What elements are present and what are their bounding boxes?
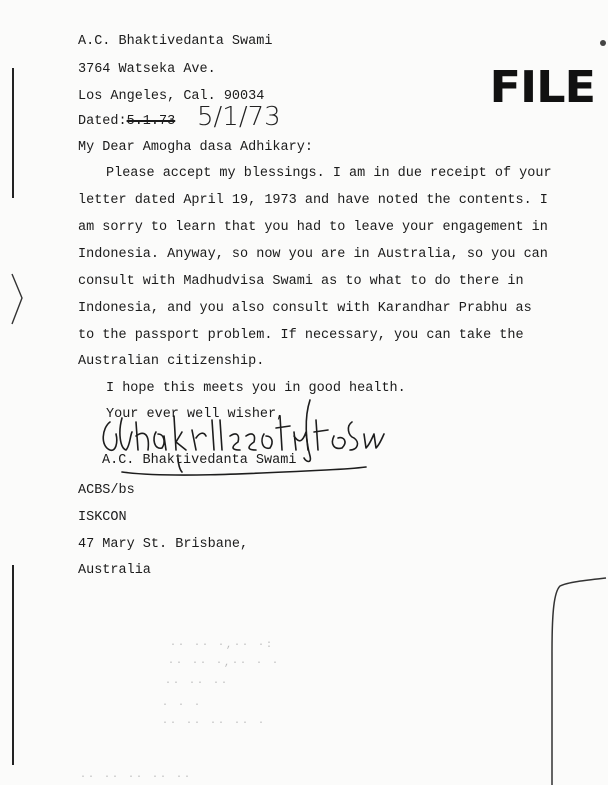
paragraph-line: Indonesia, and you also consult with Karandhar Prabhu as [78,301,532,316]
date-line [78,114,175,129]
handwritten-signature [96,392,396,482]
paragraph-line: consult with Madhudvisa Swami as to what to do there in [78,274,524,289]
paragraph-line: Indonesia. Anyway, so now you are in Australia, so you can [78,247,548,262]
date-handwritten: 5/1/73 [197,102,281,132]
paragraph-line: letter dated April 19, 1973 and have noted the contents. I [78,193,548,208]
recipient-country: Australia [78,563,151,578]
scan-edge-mark [12,565,14,765]
scan-dot [600,40,606,46]
scan-bracket-mark [8,270,28,330]
paragraph-line: to the passport problem. If necessary, you can take the [78,328,524,343]
scan-corner-mark [548,572,608,785]
valediction: Your ever well wisher, [106,407,285,422]
file-stamp: FILE [489,62,596,113]
paragraph-line: Australian citizenship. [78,354,265,369]
letter-page: FILE A.C. Bhaktivedanta Swami 3764 Watseka Ave. Los Angeles, Cal. 90034 Dated:5.1.73 5/1/73 My Dear Amogha dasa Adhikary: Please accept my blessings. I am in due receipt of your letter dated April 19, 1973 and have noted the contents. I am sorry to learn that you had to leave your engagement in Indonesia. Anyway, so now you are in Australia, so you can consult with Madhudvisa Swami as to what to do there in Indonesia, and you also consult with Karandhar Prabhu as to the passport problem. If necessary, you can take the Australian citizenship. I hope this meets you in good health. Your ever well wisher, A.C. Bhaktivedanta Swami ACBS/bs ISKCON 47 Mary St. Brisbane, Australia ·· ·· ·,·· ·: ·· ·· ·,·· · · ·· ·· ·· · · · ·· ·· ·· ·· · ·· ·· ·· ·· ·· [0,0,608,785]
closing-line: I hope this meets you in good health. [106,381,406,396]
scan-edge-mark [12,68,14,198]
paragraph-line: Please accept my blessings. I am in due receipt of your [106,166,552,181]
sender-name: A.C. Bhaktivedanta Swami [78,34,273,49]
initials: ACBS/bs [78,483,135,498]
date-label: Dated: [78,114,127,129]
recipient-street: 47 Mary St. Brisbane, [78,537,249,552]
date-typed-struck: 5.1.73 [126,114,176,129]
sender-street: 3764 Watseka Ave. [78,62,216,77]
paragraph-line: am sorry to learn that you had to leave your engagement in [78,220,548,235]
sender-city: Los Angeles, Cal. 90034 [78,89,265,104]
salutation: My Dear Amogha dasa Adhikary: [78,140,313,155]
signature-name: A.C. Bhaktivedanta Swami [102,453,297,468]
recipient-org: ISKCON [78,510,127,525]
